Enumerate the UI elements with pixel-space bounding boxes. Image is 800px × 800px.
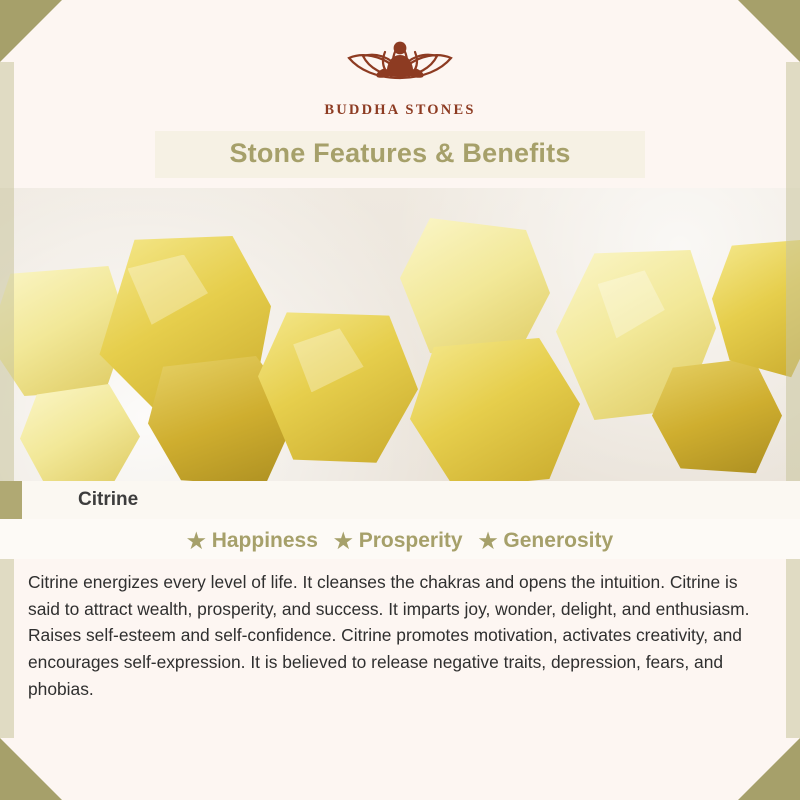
edge-decoration-right [786, 62, 800, 738]
stone-label-bar [0, 481, 800, 519]
crystal-facet [128, 255, 209, 325]
footer-spacer [0, 702, 800, 742]
benefits-row [0, 519, 800, 559]
benefit-label: Happiness [211, 529, 318, 552]
benefit-label: Generosity [503, 529, 614, 552]
benefit-label: Prosperity [358, 529, 463, 552]
page-title: Stone Features & Benefits [229, 138, 571, 168]
corner-decoration-bottom-left [0, 738, 62, 800]
benefit-item [328, 529, 469, 553]
edge-decoration-left [0, 62, 14, 738]
stone-name: Citrine [78, 489, 139, 510]
hero-image-citrine [0, 188, 800, 483]
stone-description: Citrine energizes every level of life. It cleanses the chakras and opens the intuition. Citrine is said to attract wealth, prosperity, and success. It imparts joy, wonder, delight, and enthusiasm. Raises self-esteem and self-confidence. Citrine promotes motivation, activates creativity, and encourages self-expression. It is believed to release negative traits, depression, fears, and phobias. [28, 572, 750, 699]
lotus-meditation-icon [315, 22, 485, 100]
brand-name: BUDDHA STONES [324, 102, 476, 118]
benefit-item [473, 529, 620, 553]
star-icon: ★ [186, 529, 206, 553]
star-icon: ★ [478, 529, 498, 553]
crystal-facet [598, 270, 665, 338]
brand-header [0, 0, 800, 119]
label-accent-block [0, 481, 22, 519]
corner-decoration-bottom-right [738, 738, 800, 800]
benefit-item [181, 529, 324, 553]
title-band [155, 131, 645, 178]
star-icon: ★ [333, 529, 353, 553]
crystal-facet [293, 328, 363, 392]
